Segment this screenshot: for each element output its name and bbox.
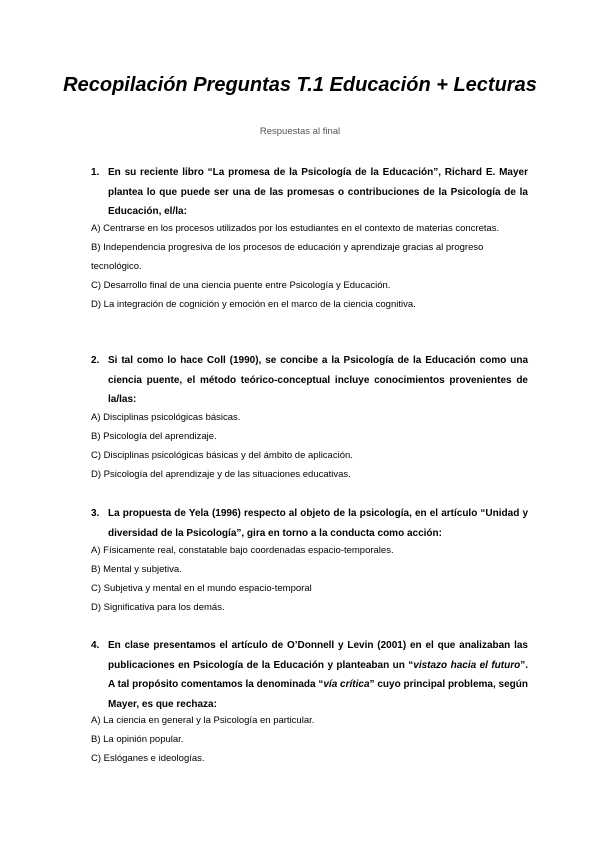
option-b: B) La opinión popular.: [91, 734, 184, 745]
option-c: C) Desarrollo final de una ciencia puente entre Psicología y Educación.: [91, 280, 391, 291]
question-1-options: [91, 219, 531, 314]
question-4-options: [91, 711, 531, 768]
question-2-options: [91, 408, 531, 484]
question-1-header: [91, 163, 528, 222]
question-3: [91, 504, 528, 543]
question-4: [91, 636, 528, 714]
question-text-part: ” cuyo principal problema, según Mayer, es que rechaza:: [108, 679, 528, 710]
question-4-header: [91, 636, 528, 714]
question-text: Si tal como lo hace Coll (1990), se concibe a la Psicología de la Educación como una ciencia puente, el método teórico-conceptual incluye conocimientos provenientes de la/las:: [108, 355, 528, 405]
question-text-italic: vía crítica: [323, 679, 370, 690]
option-a: A) Físicamente real, constatable bajo coordenadas espacio-temporales.: [91, 545, 394, 556]
option-a: A) Centrarse en los procesos utilizados por los estudiantes en el contexto de materias concretas.: [91, 223, 500, 234]
question-number: 2.: [91, 355, 100, 366]
option-c: C) Eslóganes e ideologías.: [91, 753, 205, 764]
question-number: 3.: [91, 508, 100, 519]
question-text-italic: vistazo hacia el futuro: [413, 659, 521, 671]
question-text: [108, 636, 528, 714]
option-b: B) Independencia progresiva de los procesos de educación y aprendizaje gracias al progreso tecnológico.: [91, 242, 484, 272]
question-text: En su reciente libro “La promesa de la Psicología de la Educación”, Richard E. Mayer plantea lo que puede ser una de las promesas o contribuciones de la Psicología de la Educación, el/la:: [108, 167, 528, 217]
question-2: [91, 351, 528, 410]
question-3-header: [91, 504, 528, 543]
question-2-header: [91, 351, 528, 410]
question-3-options: [91, 541, 531, 617]
option-b: B) Psicología del aprendizaje.: [91, 431, 217, 442]
option-a: A) La ciencia en general y la Psicología en particular.: [91, 715, 315, 726]
option-a: A) Disciplinas psicológicas básicas.: [91, 412, 241, 423]
option-c: C) Disciplinas psicológicas básicas y del ámbito de aplicación.: [91, 450, 353, 461]
option-d: D) La integración de cognición y emoción en el marco de la ciencia cognitiva.: [91, 299, 416, 310]
option-d: D) Significativa para los demás.: [91, 602, 225, 613]
option-c: C) Subjetiva y mental en el mundo espacio-temporal: [91, 583, 312, 594]
question-text-part: En clase presentamos el artículo de O’Donnell y Levin (2001) en el que analizaban las publicaciones en Psicología de la Educación y planteaban un “: [108, 640, 528, 671]
question-number: 4.: [91, 640, 100, 651]
page-title: Recopilación Preguntas T.1 Educación + Lecturas: [63, 74, 537, 96]
question-1: [91, 163, 528, 222]
option-b: B) Mental y subjetiva.: [91, 564, 182, 575]
question-text-part: ”. A tal propósito comentamos la denominada “: [108, 659, 528, 690]
question-text: La propuesta de Yela (1996) respecto al objeto de la psicología, en el artículo “Unidad y diversidad de la Psicología”, gira en torno a la conducta como acción:: [108, 508, 528, 539]
page-subtitle: Respuestas al final: [259, 126, 341, 137]
question-number: 1.: [91, 167, 100, 178]
option-d: D) Psicología del aprendizaje y de las situaciones educativas.: [91, 469, 351, 480]
